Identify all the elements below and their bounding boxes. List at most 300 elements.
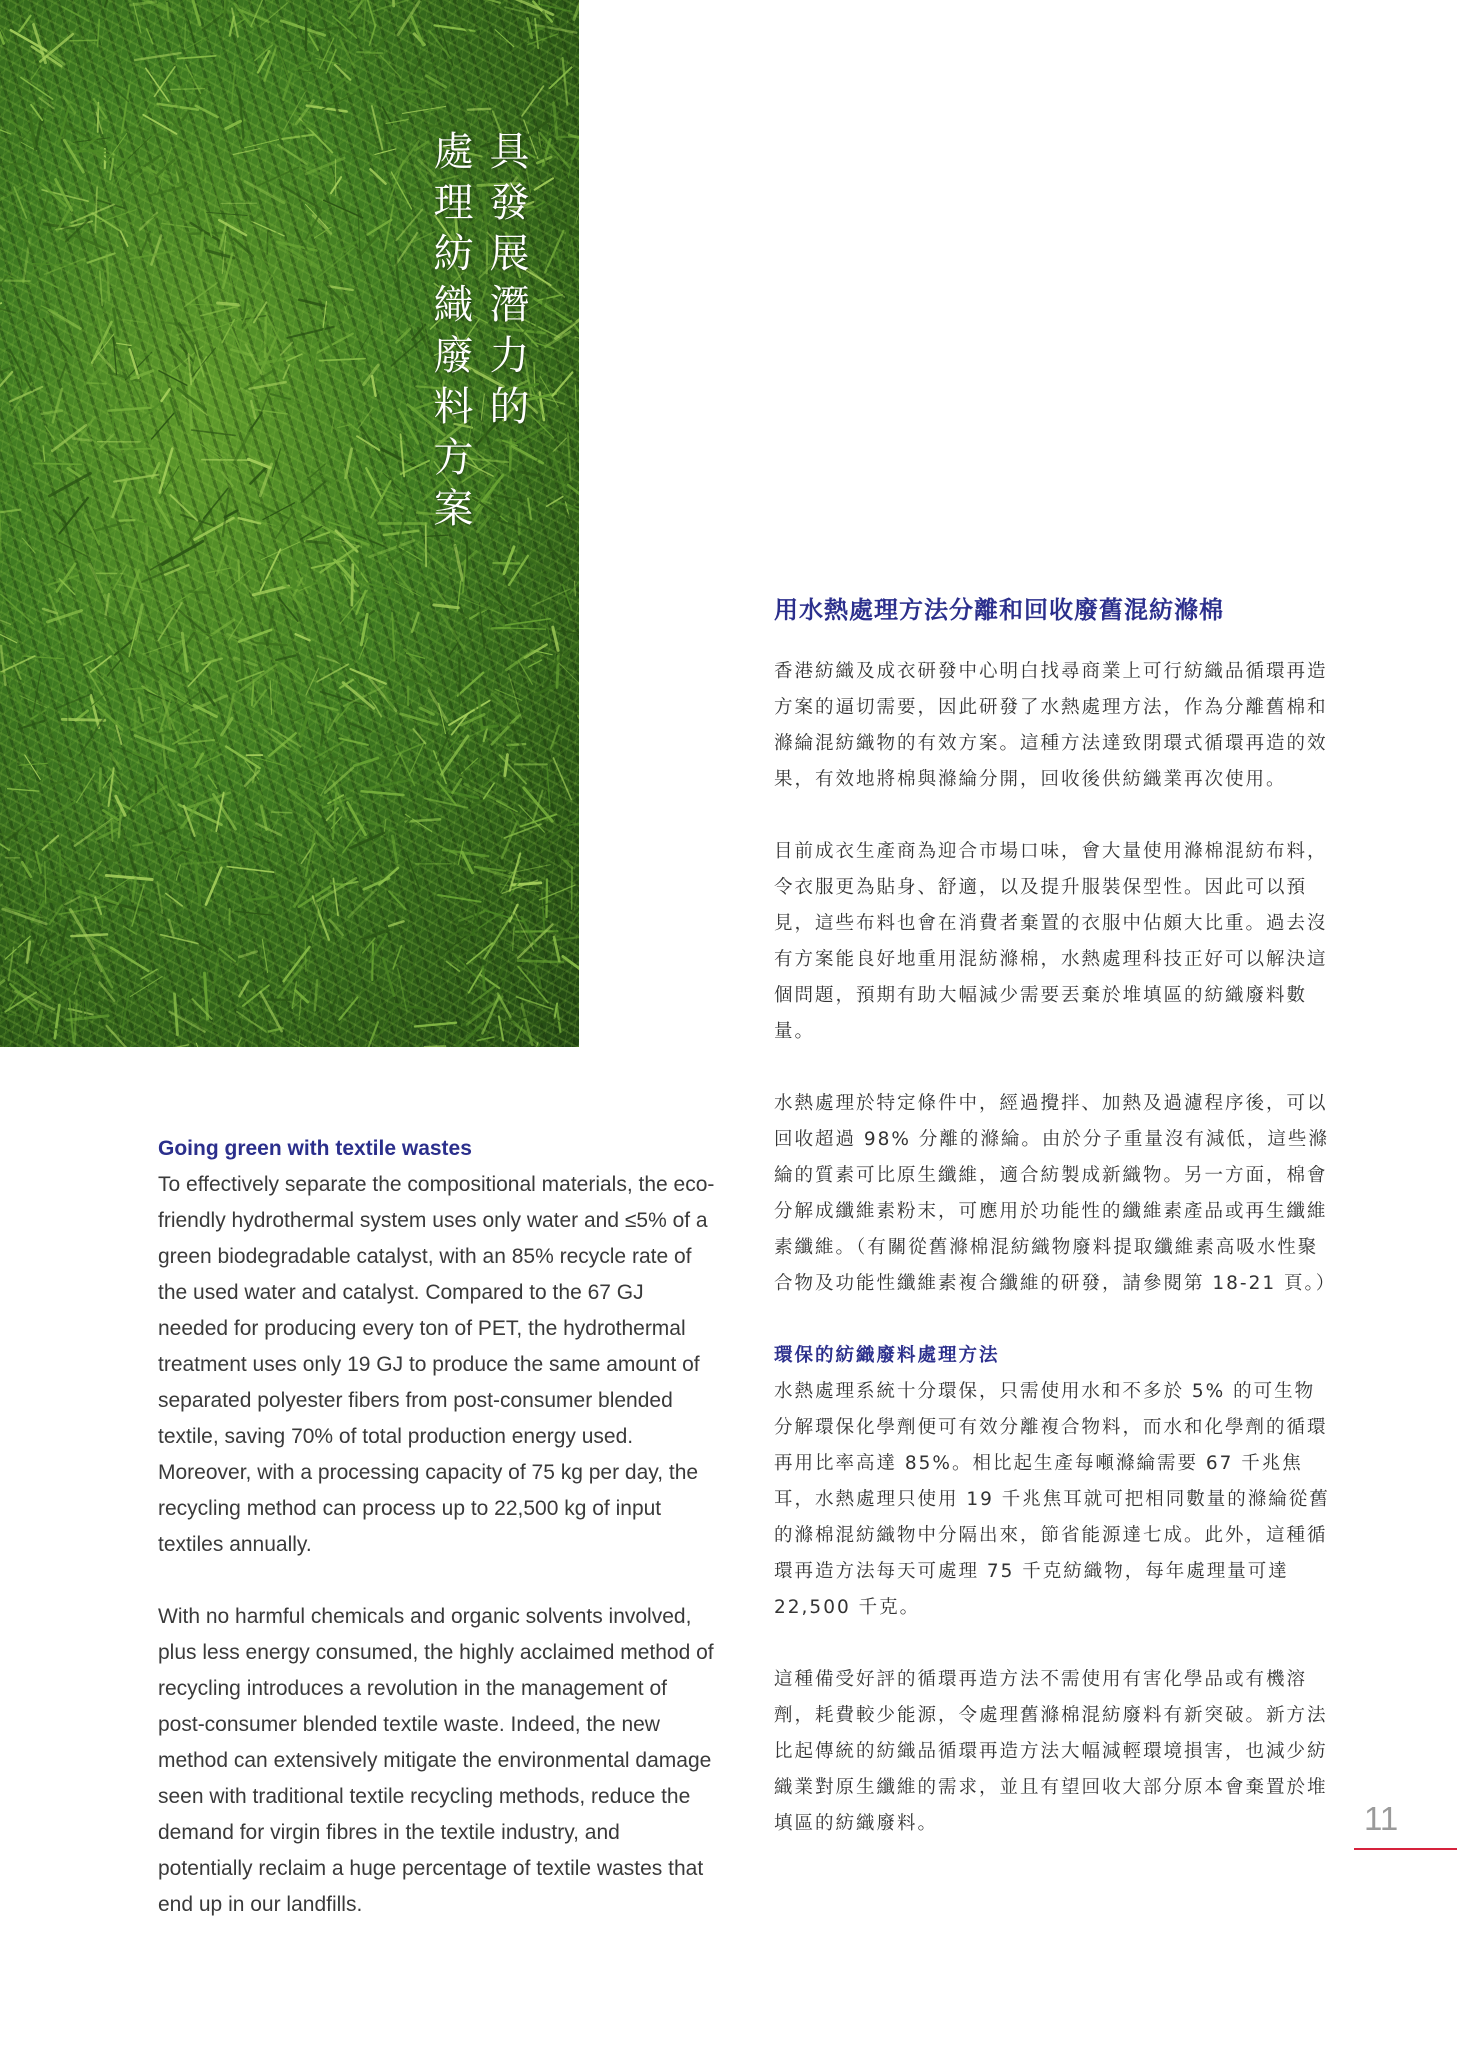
grass-blade <box>552 454 565 492</box>
grass-blade <box>186 37 206 49</box>
grass-blade <box>8 789 39 791</box>
grass-blade <box>246 345 262 375</box>
grass-blade <box>483 93 495 123</box>
grass-blade <box>446 962 459 972</box>
grass-blade <box>253 409 288 414</box>
grass-blade <box>304 819 334 850</box>
grass-blade <box>120 520 135 521</box>
grass-blade <box>396 668 412 687</box>
grass-blade <box>196 1043 201 1047</box>
chinese-paragraph-4: 水熱處理系統十分環保，只需使用水和不多於 5% 的可生物分解環保化學劑便可有效分離複合物料，而水和化學劑的循環再用比率高達 85%。相比起生產每噸滌綸需要 67 千兆焦耳，水熱處理只使用 19 千兆焦耳就可把相同數量的滌綸從舊的滌棉混紡織物中分隔出來，節省能源達七成。此外，這種循環再造方法每天可處理 75 千克紡織物，每年處理量可達 22,500 千克。 <box>774 1381 1330 1618</box>
grass-blade <box>107 660 120 676</box>
grass-blade <box>100 271 102 306</box>
grass-blade <box>31 65 41 79</box>
grass-blade <box>202 747 221 760</box>
grass-blade <box>188 19 197 53</box>
grass-blade <box>180 345 193 361</box>
grass-blade <box>495 30 514 47</box>
grass-blade <box>273 676 278 723</box>
grass-blade <box>280 185 320 210</box>
grass-blade <box>370 169 385 183</box>
grass-blade <box>60 919 68 950</box>
grass-blade <box>331 883 345 884</box>
grass-blade <box>545 608 551 640</box>
grass-blade <box>10 350 32 390</box>
grass-blade <box>151 557 172 570</box>
grass-blade <box>100 768 101 790</box>
grass-blade <box>454 955 480 981</box>
grass-blade <box>426 76 446 87</box>
grass-blade <box>134 3 141 33</box>
grass-blade <box>129 127 170 138</box>
grass-blade <box>212 726 217 741</box>
grass-blade <box>348 803 366 835</box>
grass-blade <box>416 544 451 574</box>
grass-blade <box>521 770 539 780</box>
grass-blade <box>267 231 268 254</box>
grass-blade <box>256 1038 263 1047</box>
grass-blade <box>251 0 269 26</box>
grass-blade <box>478 690 482 730</box>
grass-blade <box>370 842 371 869</box>
grass-blade <box>176 865 180 880</box>
grass-blade <box>43 446 45 461</box>
grass-blade <box>0 480 15 482</box>
grass-blade <box>258 167 299 185</box>
grass-blade <box>483 771 500 787</box>
grass-blade <box>388 500 402 509</box>
grass-blade <box>328 714 339 732</box>
grass-blade <box>394 1004 434 1010</box>
grass-blade <box>161 935 198 944</box>
grass-blade <box>15 165 26 179</box>
grass-blade <box>331 169 336 186</box>
grass-blade <box>71 40 97 41</box>
grass-blade <box>519 661 533 684</box>
grass-blade <box>394 1012 395 1031</box>
grass-blade <box>553 438 566 452</box>
grass-blade <box>276 656 295 661</box>
grass-blade <box>135 605 142 639</box>
grass-blade <box>333 150 365 158</box>
grass-blade <box>156 776 180 815</box>
grass-blade <box>45 426 55 440</box>
grass-blade <box>141 232 150 255</box>
grass-blade <box>19 811 38 833</box>
grass-blade <box>504 547 514 574</box>
grass-blade <box>19 16 30 32</box>
grass-blade <box>182 861 229 864</box>
grass-blade <box>98 20 100 47</box>
grass-blade <box>208 775 217 788</box>
grass-blade <box>360 543 361 573</box>
grass-blade <box>372 376 376 396</box>
grass-blade <box>366 903 384 913</box>
grass-blade <box>185 24 186 49</box>
grass-blade <box>321 725 323 745</box>
grass-blade <box>50 310 81 328</box>
grass-blade <box>185 283 217 307</box>
grass-blade <box>320 359 366 361</box>
grass-blade <box>89 861 101 879</box>
grass-blade <box>563 58 568 105</box>
grass-blade <box>463 560 466 592</box>
grass-blade <box>33 670 40 712</box>
grass-blade <box>195 861 200 905</box>
vertical-title <box>422 130 534 538</box>
grass-blade <box>131 329 157 348</box>
grass-blade <box>0 515 1 553</box>
grass-blade <box>535 651 553 655</box>
grass-blade <box>529 660 542 667</box>
grass-blade <box>65 897 79 905</box>
grass-blade <box>255 757 286 766</box>
grass-blade <box>365 101 368 126</box>
grass-blade <box>262 939 267 972</box>
grass-blade <box>505 7 539 15</box>
grass-blade <box>572 238 577 275</box>
grass-blade <box>299 300 326 307</box>
grass-blade <box>117 449 155 450</box>
grass-blade <box>56 695 90 709</box>
grass-blade <box>435 544 458 561</box>
grass-blade <box>252 682 254 705</box>
grass-blade <box>461 11 482 12</box>
grass-blade <box>79 718 104 756</box>
grass-blade <box>340 40 354 68</box>
grass-blade <box>233 149 259 155</box>
grass-blade <box>1 646 6 685</box>
grass-blade <box>106 284 146 289</box>
grass-blade <box>231 327 247 364</box>
grass-blade <box>60 363 66 380</box>
grass-blade <box>189 386 192 433</box>
grass-blade <box>299 1036 301 1047</box>
grass-blade <box>532 589 569 606</box>
grass-blade <box>167 3 169 19</box>
grass-blade <box>44 319 72 355</box>
grass-blade <box>105 0 114 7</box>
grass-blade <box>372 943 373 980</box>
grass-blade <box>236 722 254 725</box>
grass-blade <box>475 89 487 122</box>
grass-blade <box>362 821 396 829</box>
grass-blade <box>89 523 125 533</box>
grass-blade <box>531 1019 554 1025</box>
grass-blade <box>563 585 572 611</box>
grass-blade <box>553 758 571 799</box>
grass-blade <box>103 76 129 101</box>
grass-blade <box>568 433 571 480</box>
grass-blade <box>45 258 86 274</box>
grass-blade <box>276 47 281 68</box>
grass-blade <box>206 212 248 215</box>
grass-blade <box>56 180 72 211</box>
grass-blade <box>179 775 200 789</box>
grass-blade <box>230 272 234 302</box>
grass-blade <box>406 958 415 1001</box>
grass-blade <box>17 86 29 95</box>
grass-blade <box>0 981 4 992</box>
grass-blade <box>573 527 579 558</box>
grass-blade <box>272 812 292 813</box>
grass-blade <box>364 0 366 36</box>
grass-blade <box>547 497 563 507</box>
grass-blade <box>261 390 269 413</box>
grass-blade <box>162 541 203 564</box>
grass-blade <box>14 452 15 474</box>
grass-blade <box>367 594 391 595</box>
grass-blade <box>286 295 309 312</box>
grass-blade <box>13 685 23 715</box>
grass-blade <box>462 852 472 873</box>
grass-blade <box>544 817 578 843</box>
grass-blade <box>120 145 140 188</box>
grass-blade <box>155 500 171 527</box>
grass-blade <box>568 485 579 503</box>
grass-blade <box>95 187 97 233</box>
grass-blade <box>139 698 143 721</box>
grass-blade <box>148 284 158 328</box>
grass-blade <box>279 53 292 88</box>
grass-blade <box>359 581 392 590</box>
grass-blade <box>193 999 212 1019</box>
grass-blade <box>91 656 111 672</box>
grass-blade <box>483 996 500 1034</box>
grass-blade <box>234 658 257 666</box>
grass-blade <box>49 844 75 873</box>
grass-blade <box>67 151 105 152</box>
grass-blade <box>193 0 200 25</box>
grass-blade <box>91 689 111 707</box>
grass-blade <box>0 0 4 43</box>
grass-blade <box>263 1003 269 1044</box>
grass-blade <box>190 78 216 79</box>
grass-blade <box>535 178 553 189</box>
grass-blade <box>213 794 235 829</box>
grass-blade <box>276 515 292 538</box>
grass-blade <box>318 966 329 978</box>
grass-blade <box>396 209 422 240</box>
grass-blade <box>113 479 127 517</box>
grass-blade <box>307 155 319 165</box>
grass-blade <box>256 898 272 920</box>
grass-blade <box>388 550 407 563</box>
grass-blade <box>89 306 106 334</box>
grass-blade <box>351 940 362 967</box>
grass-blade <box>313 216 331 234</box>
grass-blade <box>0 308 15 313</box>
chinese-paragraph-5: 這種備受好評的循環再造方法不需使用有害化學品或有機溶劑，耗費較少能源，令處理舊滌棉混紡廢料有新突破。新方法比起傳統的紡織品循環再造方法大幅減輕環境損害，也減少紡織業對原生纖維的需求，並且有望回收大部分原本會棄置於堆填區的紡織廢料。 <box>774 1669 1328 1834</box>
grass-blade <box>558 631 579 636</box>
grass-blade <box>468 109 490 110</box>
page-number-accent-line <box>1354 1848 1457 1850</box>
grass-blade <box>146 68 169 101</box>
grass-blade <box>405 814 431 831</box>
grass-blade <box>136 402 161 424</box>
grass-blade <box>557 252 561 268</box>
grass-blade <box>32 899 46 922</box>
grass-blade <box>369 24 375 45</box>
grass-blade <box>316 58 340 64</box>
english-column <box>158 1131 718 1923</box>
grass-blade <box>282 664 303 682</box>
grass-blade <box>222 718 233 735</box>
grass-blade <box>239 630 271 642</box>
grass-blade <box>484 918 509 958</box>
grass-blade <box>296 634 310 640</box>
grass-blade <box>438 845 457 855</box>
grass-blade <box>239 952 257 958</box>
grass-blade <box>99 50 119 62</box>
grass-blade <box>18 301 51 324</box>
grass-blade <box>323 771 356 799</box>
grass-blade <box>300 71 327 72</box>
grass-blade <box>349 890 377 918</box>
grass-blade <box>113 309 118 335</box>
grass-blade <box>300 710 309 740</box>
grass-blade <box>317 664 348 681</box>
grass-blade <box>578 716 579 745</box>
grass-blade <box>384 124 388 160</box>
grass-blade <box>505 755 508 776</box>
grass-blade <box>71 934 107 936</box>
grass-blade <box>100 615 131 628</box>
grass-blade <box>30 264 75 266</box>
grass-blade <box>175 993 178 1034</box>
grass-blade <box>152 413 175 439</box>
grass-blade <box>511 811 519 825</box>
grass-blade <box>218 303 239 305</box>
grass-blade <box>527 19 531 38</box>
grass-blade <box>170 398 179 425</box>
grass-blade <box>239 96 244 141</box>
grass-blade <box>19 721 45 729</box>
grass-blade <box>538 295 562 301</box>
grass-blade <box>31 105 42 120</box>
grass-blade <box>107 1026 129 1047</box>
grass-blade <box>95 955 112 987</box>
grass-blade <box>332 410 336 433</box>
grass-blade <box>535 19 538 49</box>
grass-blade <box>4 912 12 956</box>
grass-blade <box>1 1012 20 1016</box>
vertical-title-col-2: 處理紡織廢料方案 <box>427 130 473 538</box>
grass-blade <box>357 52 382 53</box>
grass-blade <box>452 779 461 793</box>
grass-blade <box>483 967 485 991</box>
grass-blade <box>170 89 204 90</box>
grass-blade <box>429 30 451 58</box>
grass-blade <box>270 681 272 715</box>
grass-blade <box>124 570 139 613</box>
grass-blade <box>234 239 253 256</box>
english-heading: Going green with textile wastes <box>158 1137 472 1160</box>
grass-blade <box>0 884 2 898</box>
grass-blade <box>546 332 571 347</box>
grass-blade <box>34 463 81 464</box>
grass-blade <box>535 962 541 988</box>
grass-blade <box>203 154 205 179</box>
grass-blade <box>401 714 438 725</box>
grass-blade <box>462 934 480 935</box>
grass-blade <box>380 55 401 77</box>
grass-blade <box>550 642 579 670</box>
grass-blade <box>265 47 277 81</box>
grass-blade <box>113 12 151 32</box>
grass-blade <box>350 723 371 731</box>
grass-blade <box>278 961 306 998</box>
grass-blade <box>192 430 235 435</box>
grass-blade <box>136 1002 145 1023</box>
grass-blade <box>534 363 535 387</box>
grass-blade <box>41 306 57 313</box>
grass-blade <box>209 123 224 130</box>
grass-blade <box>162 389 170 401</box>
grass-blade <box>236 288 252 297</box>
grass-blade <box>59 498 88 534</box>
grass-blade <box>121 231 128 246</box>
grass-blade <box>547 879 548 917</box>
grass-blade <box>248 459 270 468</box>
grass-blade <box>557 407 576 443</box>
grass-blade <box>575 337 579 341</box>
grass-blade <box>570 448 579 467</box>
grass-blade <box>346 84 365 92</box>
grass-blade <box>1 826 7 847</box>
grass-blade <box>576 191 579 224</box>
grass-blade <box>282 135 313 139</box>
grass-blade <box>106 875 152 879</box>
grass-blade <box>385 205 394 251</box>
grass-blade <box>0 276 7 296</box>
grass-blade <box>191 223 219 240</box>
grass-blade <box>423 634 441 646</box>
grass-blade <box>389 891 405 909</box>
grass-blade <box>130 977 162 997</box>
grass-blade <box>268 863 293 879</box>
grass-blade <box>281 343 292 356</box>
grass-blade <box>425 1046 446 1047</box>
grass-blade <box>0 485 17 492</box>
grass-blade <box>135 53 181 60</box>
grass-blade <box>354 758 378 766</box>
grass-blade <box>154 67 175 97</box>
grass-blade <box>500 755 527 783</box>
grass-blade <box>445 926 469 939</box>
grass-blade <box>366 468 382 498</box>
grass-blade <box>470 0 500 3</box>
grass-blade <box>158 160 174 175</box>
grass-blade <box>11 121 30 138</box>
grass-blade <box>390 700 406 705</box>
grass-blade <box>367 0 375 26</box>
grass-blade <box>115 161 127 188</box>
grass-blade <box>122 86 129 133</box>
grass-blade <box>541 0 559 3</box>
grass-blade <box>39 98 53 108</box>
grass-blade <box>389 921 404 926</box>
grass-blade <box>132 213 161 228</box>
grass-blade <box>235 1038 241 1047</box>
grass-blade <box>49 473 90 496</box>
grass-blade <box>159 982 188 1000</box>
chinese-paragraph-3: 水熱處理於特定條件中，經過攪拌、加熱及過濾程序後，可以回收超過 98% 分離的滌綸。由於分子重量沒有減低，這些滌綸的質素可比原生纖維，適合紡製成新織物。另一方面，棉會分解成纖維素粉末，可應用於功能性的纖維素產品或再生纖維素纖維。（有關從舊滌棉混紡織物廢料提取纖維素高吸水性聚合物及功能性纖維素複合纖維的研發，請參閱第 18-21 頁。） <box>774 1093 1337 1294</box>
grass-blade <box>575 385 576 406</box>
grass-blade <box>330 920 343 935</box>
grass-blade <box>373 0 417 11</box>
grass-blade <box>42 113 62 118</box>
